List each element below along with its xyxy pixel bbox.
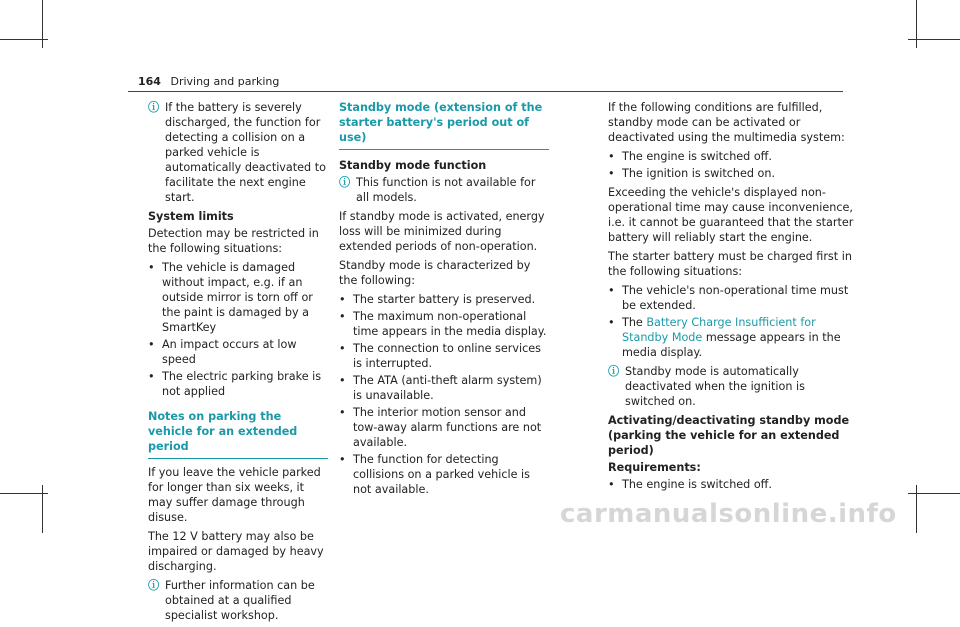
note — [148, 100, 328, 205]
list-item — [339, 292, 549, 307]
list-item-text: The vehicle's non-operational time must be extended. — [622, 284, 849, 312]
crop-mark — [908, 39, 960, 40]
section-heading: Activating/deactivating standby mode (parking the vehicle for an extended period) — [608, 414, 850, 457]
bullet-icon: • — [339, 342, 346, 355]
paragraph: If the following conditions are fulfilled, standby mode can be activated or deactivated using the multimedia system: — [608, 101, 845, 144]
note-text: If the battery is severely discharged, the function for detecting a collision on a parked vehicle is automatically deactivated to facilitate the next engine start. — [165, 101, 326, 204]
note — [608, 364, 858, 409]
bullet-icon: • — [608, 150, 615, 163]
list-item — [339, 309, 549, 339]
subsection-heading: Standby mode function — [339, 159, 487, 172]
bullet-icon: • — [339, 310, 346, 323]
bullet-icon: • — [608, 478, 615, 491]
info-note-icon: ⓘ — [608, 365, 620, 378]
bullet-list — [148, 260, 328, 399]
note-text: Standby mode is automatically deactivated when the ignition is switched on. — [625, 365, 805, 408]
bullet-list — [608, 477, 858, 492]
section-heading-teal: Notes on parking the vehicle for an extended period — [148, 409, 328, 459]
paragraph: The starter battery must be charged first in the following situations: — [608, 250, 852, 278]
bullet-icon: • — [608, 316, 615, 329]
bullet-list — [608, 149, 858, 181]
list-item-text: The connection to online services is interrupted. — [353, 342, 541, 370]
bullet-icon: • — [339, 293, 346, 306]
info-note-icon: ⓘ — [148, 101, 160, 114]
bullet-icon: • — [608, 284, 615, 297]
list-item — [148, 260, 328, 335]
bullet-icon: • — [148, 338, 155, 351]
note-text: This function is not available for all models. — [356, 176, 536, 204]
column-3 — [608, 100, 858, 496]
bullet-icon: • — [148, 261, 155, 274]
bullet-icon: • — [608, 167, 615, 180]
crop-mark — [908, 493, 960, 494]
header-divider — [128, 91, 843, 92]
crop-mark — [0, 493, 48, 494]
crop-mark — [916, 0, 917, 48]
page-header — [138, 74, 279, 89]
list-item — [608, 166, 858, 181]
section-heading-teal: Standby mode (extension of the starter battery's period out of use) — [339, 100, 549, 150]
paragraph: The 12 V battery may also be impaired or damaged by heavy discharging. — [148, 530, 324, 573]
note — [148, 578, 328, 623]
info-note-icon: ⓘ — [148, 579, 160, 592]
list-item-text: The function for detecting collisions on a parked vehicle is not available. — [353, 453, 530, 496]
list-item-text: The starter battery is preserved. — [353, 293, 536, 306]
note — [339, 175, 549, 205]
requirements-heading: Requirements: — [608, 461, 701, 474]
list-item-text: The vehicle is damaged without impact, e.g. if an outside mirror is torn off or the paint is damaged by a SmartKey — [162, 261, 313, 334]
watermark: carmanualsonline.info — [560, 499, 897, 529]
list-item-text: The engine is switched off. — [622, 478, 772, 491]
list-item — [339, 452, 549, 497]
note-text: Further information can be obtained at a qualified specialist workshop. — [165, 579, 315, 622]
list-item — [608, 149, 858, 164]
paragraph: If you leave the vehicle parked for longer than six weeks, it may suffer damage through disuse. — [148, 466, 321, 524]
crop-mark — [42, 0, 43, 48]
bullet-icon: • — [339, 406, 346, 419]
bullet-list — [339, 292, 549, 497]
bullet-list — [608, 283, 858, 360]
list-item-text: The maximum non-operational time appears in the media display. — [353, 310, 547, 338]
crop-mark — [0, 39, 48, 40]
paragraph: Exceeding the vehicle's displayed non-operational time may cause inconvenience, i.e. it cannot be guaranteed that the starter battery will reliably start the engine. — [608, 186, 854, 244]
page-number: 164 — [138, 75, 161, 88]
column-2 — [339, 100, 549, 501]
display-message-link: Battery Charge Insufficient for Standby Mode — [622, 316, 816, 344]
list-item-text: The ATA (anti-theft alarm system) is unavailable. — [353, 374, 542, 402]
list-item — [148, 337, 328, 367]
list-item — [339, 341, 549, 371]
list-item-text: The electric parking brake is not applied — [162, 370, 322, 398]
list-item — [608, 315, 858, 360]
list-item-text — [622, 315, 858, 360]
list-item — [148, 369, 328, 399]
list-item-text: An impact occurs at low speed — [162, 338, 297, 366]
paragraph: Detection may be restricted in the following situations: — [148, 227, 319, 255]
paragraph: If standby mode is activated, energy loss will be minimized during extended periods of non-operation. — [339, 210, 545, 253]
list-item-text: The interior motion sensor and tow-away alarm functions are not available. — [353, 406, 542, 449]
list-item-text: The engine is switched off. — [622, 150, 772, 163]
bullet-icon: • — [339, 453, 346, 466]
column-1 — [148, 100, 328, 627]
text-suffix: message appears in the media display. — [622, 331, 841, 359]
list-item-text: The ignition is switched on. — [622, 167, 775, 180]
section-title: Driving and parking — [170, 75, 280, 88]
text-prefix: The — [622, 316, 643, 329]
section-heading: System limits — [148, 210, 234, 223]
list-item — [339, 405, 549, 450]
list-item — [608, 283, 858, 313]
list-item — [608, 477, 858, 492]
paragraph: Standby mode is characterized by the following: — [339, 259, 531, 287]
bullet-icon: • — [339, 374, 346, 387]
info-note-icon: ⓘ — [339, 176, 351, 189]
list-item — [339, 373, 549, 403]
bullet-icon: • — [148, 370, 155, 383]
